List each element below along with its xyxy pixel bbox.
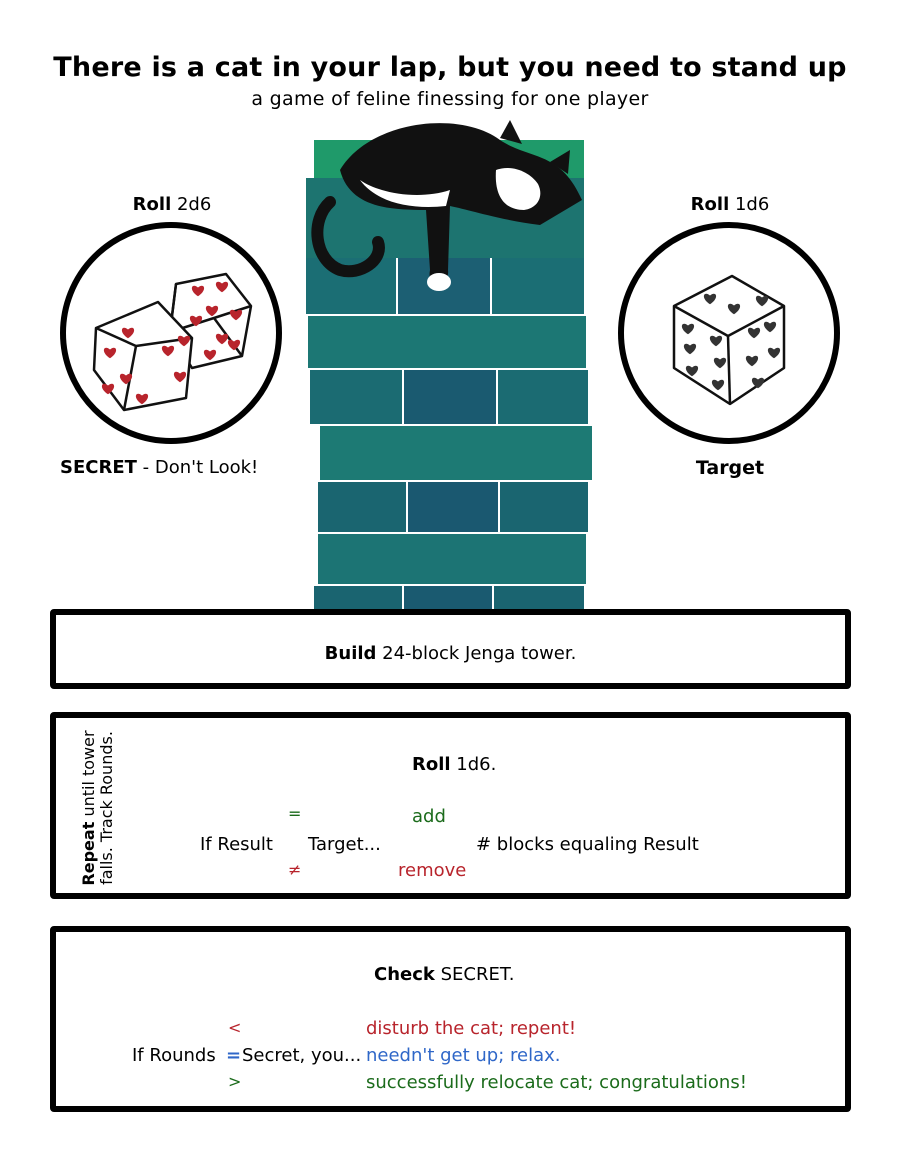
roll-dice-text: 2d6 bbox=[176, 194, 212, 215]
secret-rest: - Don't Look! bbox=[136, 457, 259, 478]
secret-you-text: Secret, you... bbox=[242, 1045, 362, 1066]
repeat-roll-line bbox=[412, 754, 496, 775]
greater-sign: > bbox=[228, 1072, 242, 1091]
check-rest: SECRET. bbox=[434, 964, 515, 985]
repeat-rest: until tower falls. Track Rounds. bbox=[79, 730, 116, 885]
check-equals-sign: = bbox=[226, 1045, 242, 1066]
heart-die-icon bbox=[624, 228, 834, 438]
roll-word: Roll bbox=[690, 194, 730, 215]
build-rest: 24-block Jenga tower. bbox=[376, 643, 577, 664]
roll-dice-text: 1d6 bbox=[734, 194, 770, 215]
if-result-text: If Result bbox=[200, 834, 273, 855]
two-heart-dice-icon bbox=[66, 228, 276, 438]
equals-sign: = bbox=[288, 804, 302, 823]
repeat-side-label bbox=[80, 728, 116, 888]
page-title: There is a cat in your lap, but you need to stand up bbox=[53, 52, 847, 83]
build-instruction bbox=[56, 643, 845, 664]
check-line bbox=[374, 964, 514, 985]
target-text: Target... bbox=[308, 834, 381, 855]
add-text: add bbox=[412, 806, 446, 827]
page-subtitle: a game of feline finessing for one player bbox=[251, 88, 649, 110]
roll-2d6-label bbox=[72, 194, 272, 215]
greater-outcome: successfully relocate cat; congratulations! bbox=[366, 1072, 747, 1093]
roll-rest: 1d6. bbox=[450, 754, 497, 775]
check-box bbox=[50, 926, 851, 1112]
not-equals-sign: ≠ bbox=[288, 860, 302, 879]
target-dice-circle bbox=[618, 222, 840, 444]
equal-outcome: needn't get up; relax. bbox=[366, 1045, 561, 1066]
jenga-tower-with-cat bbox=[300, 110, 600, 640]
check-bold: Check bbox=[374, 964, 435, 985]
secret-caption bbox=[60, 457, 290, 478]
roll-1d6-label bbox=[630, 194, 830, 215]
build-bold: Build bbox=[324, 643, 377, 664]
if-rounds-text: If Rounds bbox=[132, 1045, 216, 1066]
secret-dice-circle bbox=[60, 222, 282, 444]
remove-text: remove bbox=[398, 860, 467, 881]
blocks-text: # blocks equaling Result bbox=[476, 834, 699, 855]
repeat-box bbox=[50, 712, 851, 899]
roll-bold: Roll bbox=[412, 754, 451, 775]
less-outcome: disturb the cat; repent! bbox=[366, 1018, 577, 1039]
build-box bbox=[50, 609, 851, 689]
secret-bold: SECRET bbox=[60, 457, 137, 478]
repeat-bold: Repeat bbox=[79, 821, 98, 886]
less-sign: < bbox=[228, 1018, 242, 1037]
target-caption: Target bbox=[695, 457, 765, 479]
roll-word: Roll bbox=[132, 194, 172, 215]
